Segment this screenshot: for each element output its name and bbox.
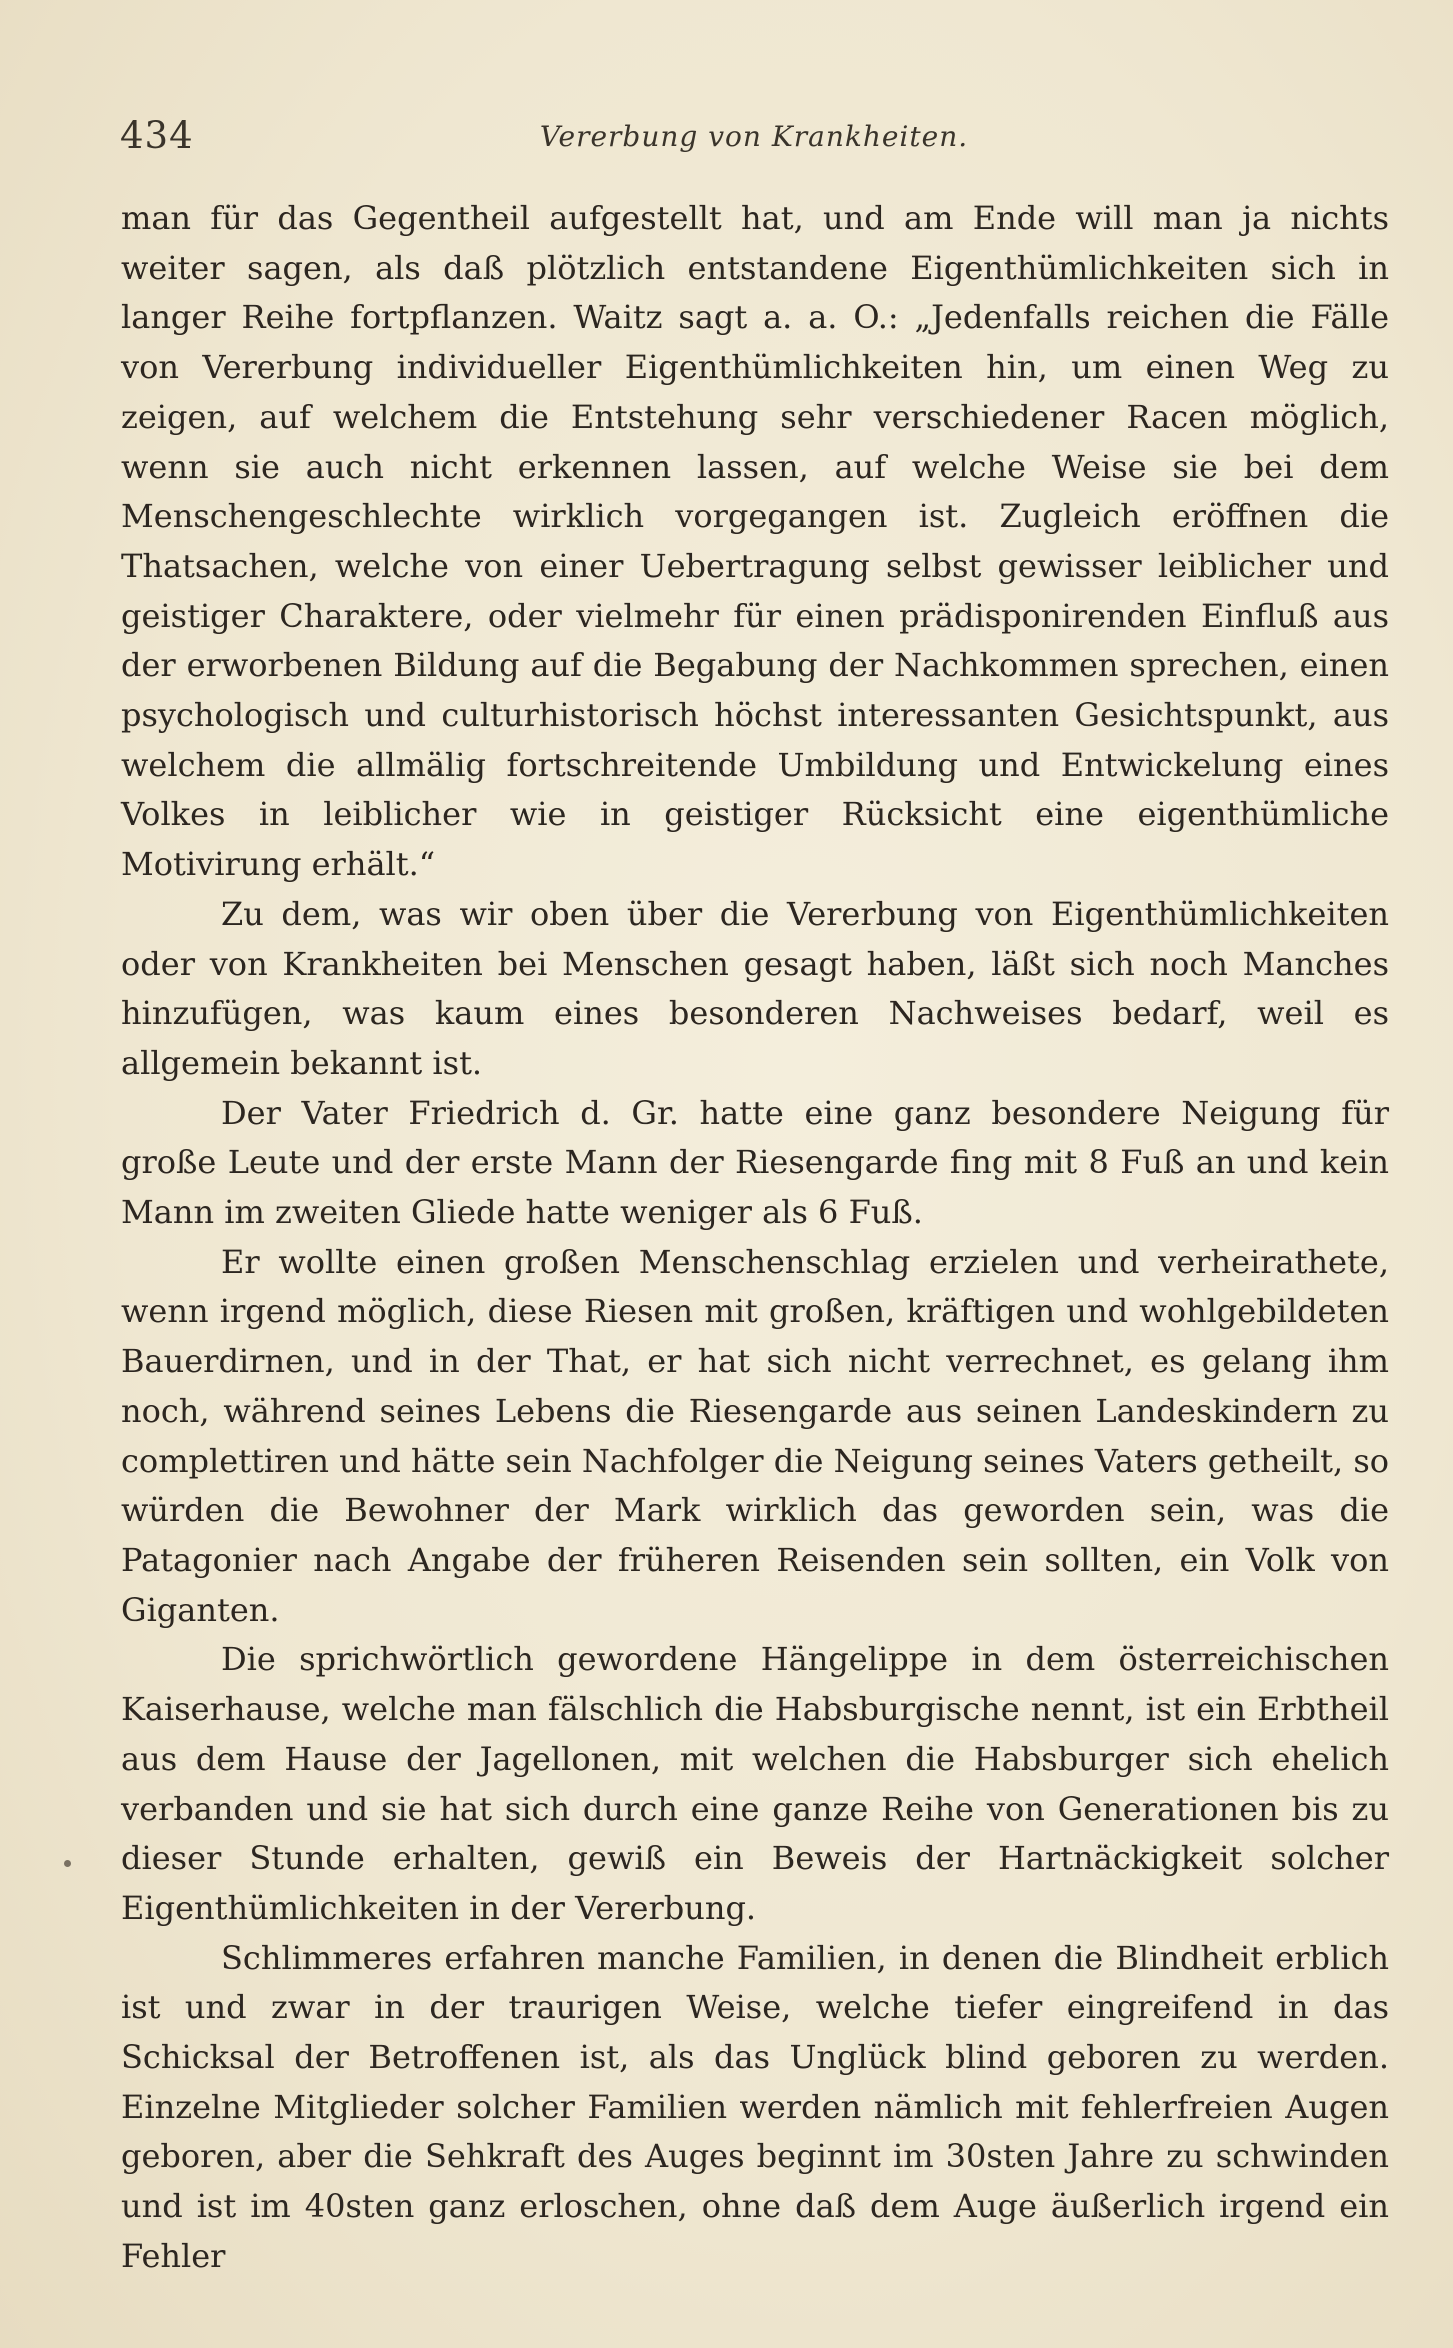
paragraph: Der Vater Friedrich d. Gr. hatte eine ganz besondere Neigung für große Leute und der erste Mann der Riesengarde fing mit 8 Fuß an und kein Mann im zweiten Gliede hatte weniger als 6 Fuß. xyxy=(121,1093,1389,1232)
page-number: 434 xyxy=(120,114,194,157)
paragraph: man für das Gegentheil aufgestellt hat, und am Ende will man ja nichts weiter sagen, als daß plötzlich entstandene Eigenthümlichkeiten sich in langer Reihe fortpflanzen. Waitz sagt a. a. O.: „Jedenfalls reichen die Fälle von Vererbung individueller Eigenthümlichkeiten hin, um einen Weg zu zeigen, auf welchem die Entstehung sehr verschiedener Racen möglich, wenn sie auch nicht erkennen lassen, auf welche Weise sie bei dem Menschengeschlechte wirklich vorgegangen ist. Zugleich eröffnen die Thatsachen, welche von einer Uebertragung selbst gewisser leiblicher und geistiger Charaktere, oder vielmehr für einen prädisponirenden Einfluß aus der erworbenen Bildung auf die Begabung der Nachkommen sprechen, einen psychologisch und culturhistorisch höchst interessanten Gesichtspunkt, aus welchem die allmälig fortschreitende Umbildung und Entwickelung eines Volkes in leiblicher wie in geistiger Rücksicht eine eigenthümliche Motivirung erhält.“ xyxy=(121,199,1389,884)
running-head: Vererbung von Krankheiten. xyxy=(539,120,969,153)
paragraph: Schlimmeres erfahren manche Familien, in denen die Blindheit erblich ist und zwar in der traurigen Weise, welche tiefer eingreifend in das Schicksal der Betroffenen ist, als das Unglück blind geboren zu werden. Einzelne Mitglieder solcher Familien werden nämlich mit fehlerfreien Augen geboren, aber die Sehkraft des Auges beginnt im 30sten Jahre zu schwinden und ist im 40sten ganz erloschen, ohne daß dem Auge äußerlich irgend ein Fehler xyxy=(121,1938,1389,2275)
paragraph: Zu dem, was wir oben über die Vererbung von Eigenthümlichkeiten oder von Krankheiten bei Menschen gesagt haben, läßt sich noch Manches hinzufügen, was kaum eines besonderen Nachweises bedarf, weil es allgemein bekannt ist. xyxy=(121,894,1389,1082)
margin-mark xyxy=(64,1860,71,1867)
body-text xyxy=(121,194,1389,2282)
paragraph: Er wollte einen großen Menschenschlag erzielen und verheirathete, wenn irgend möglich, diese Riesen mit großen, kräftigen und wohlgebildeten Bauerdirnen, und in der That, er hat sich nicht verrechnet, es gelang ihm noch, während seines Lebens die Riesengarde aus seinen Landeskindern zu complettiren und hätte sein Nachfolger die Neigung seines Vaters getheilt, so würden die Bewohner der Mark wirklich das geworden sein, was die Patagonier nach Angabe der früheren Reisenden sein sollten, ein Volk von Giganten. xyxy=(121,1242,1389,1629)
page-header xyxy=(118,106,1390,166)
paragraph: Die sprichwörtlich gewordene Hängelippe in dem österreichischen Kaiserhause, welche man fälschlich die Habsburgische nennt, ist ein Erbtheil aus dem Hause der Jagellonen, mit welchen die Habsburger sich ehelich verbanden und sie hat sich durch eine ganze Reihe von Generationen bis zu dieser Stunde erhalten, gewiß ein Beweis der Hartnäckigkeit solcher Eigenthümlichkeiten in der Vererbung. xyxy=(121,1640,1389,1927)
